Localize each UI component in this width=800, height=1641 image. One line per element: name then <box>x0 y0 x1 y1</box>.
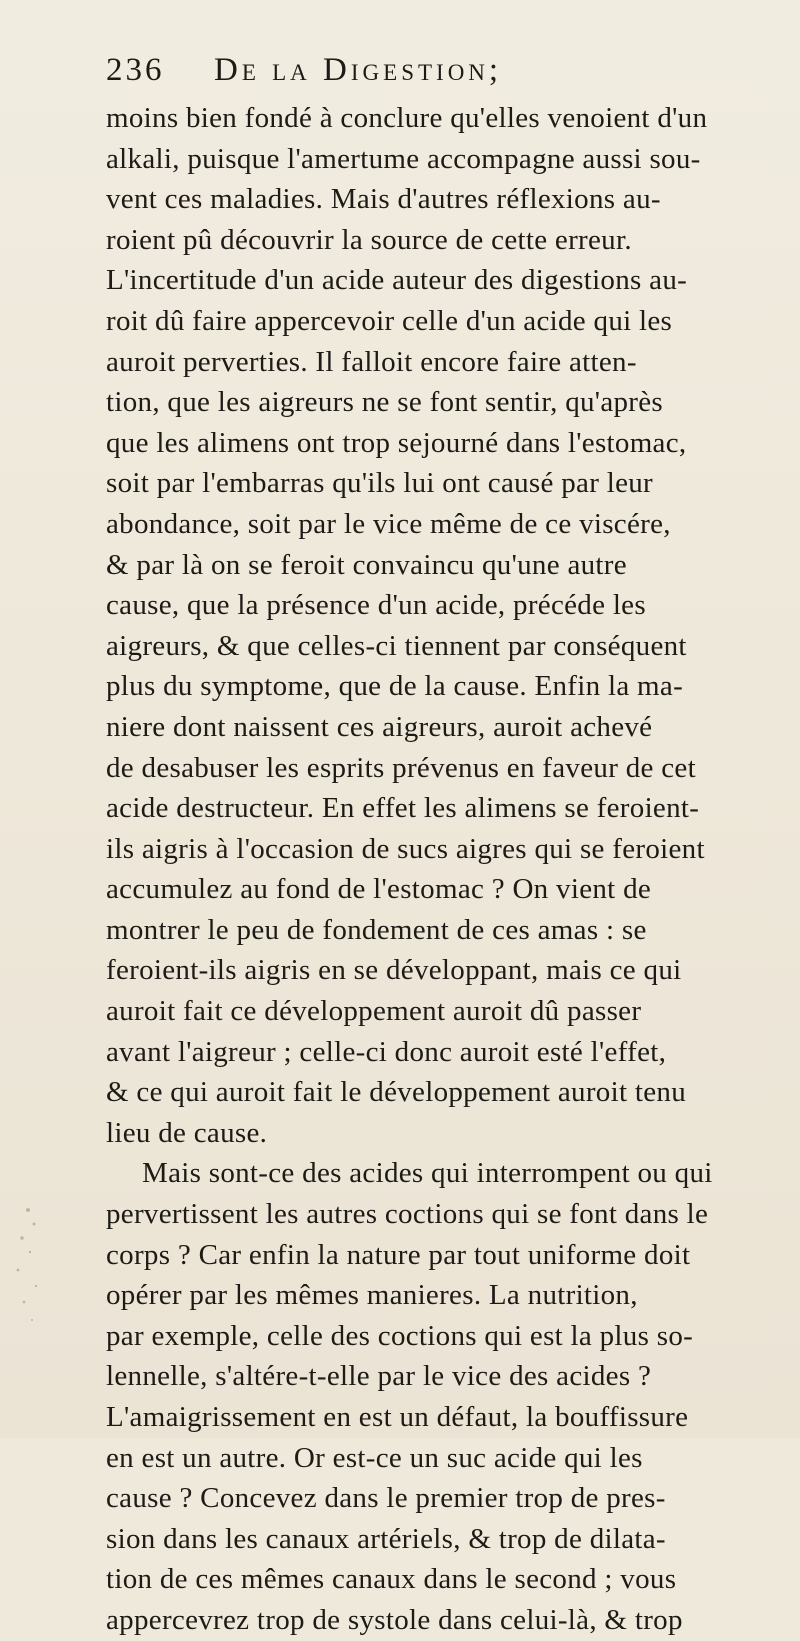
paper-stain <box>8 1190 48 1340</box>
text-line: cause ? Concevez dans le premier trop de pres- <box>106 1482 666 1515</box>
text-line: auroit fait ce développement auroit dû passer <box>106 995 642 1028</box>
text-line: roit dû faire appercevoir celle d'un acide qui les <box>106 304 673 337</box>
text-line: opérer par les mêmes manieres. La nutrition, <box>106 1279 638 1312</box>
page-number: 236 <box>106 52 165 88</box>
text-line: avant l'aigreur ; celle-ci donc auroit esté l'effet, <box>106 1035 667 1068</box>
text-line: cause, que la présence d'un acide, précéde les <box>106 589 646 622</box>
text-line: roient pû découvrir la source de cette erreur. <box>106 223 632 256</box>
text-line: alkali, puisque l'amertume accompagne aussi sou- <box>106 142 701 175</box>
text-line: pervertissent les autres coctions qui se font dans le <box>106 1198 709 1231</box>
text-line: par exemple, celle des coctions qui est la plus so- <box>106 1319 694 1352</box>
text-line: lennelle, s'altére-t-elle par le vice des acides ? <box>106 1360 652 1393</box>
text-line: que les alimens ont trop sejourné dans l'estomac, <box>106 426 687 459</box>
text-line: lieu de cause. <box>106 1116 268 1149</box>
text-line: abondance, soit par le vice même de ce viscére, <box>106 507 671 540</box>
text-line: plus du symptome, que de la cause. Enfin la ma- <box>106 670 684 703</box>
text-line: L'incertitude d'un acide auteur des digestions au- <box>106 264 688 297</box>
running-head: De la Digestion; <box>214 52 503 88</box>
text-line: aigreurs, & que celles-ci tiennent par conséquent <box>106 629 687 662</box>
text-line: montrer le peu de fondement de ces amas : se <box>106 913 647 946</box>
text-line: feroient-ils aigris en se développant, mais ce qui <box>106 954 682 987</box>
text-line: L'amaigrissement en est un défaut, la bouffissure <box>106 1401 689 1433</box>
text-line: de desabuser les esprits prévenus en faveur de cet <box>106 751 696 784</box>
text-line: appercevrez trop de systole dans celui-là, & trop <box>106 1603 683 1636</box>
text-line: corps ? Car enfin la nature par tout uniforme doit <box>106 1238 691 1271</box>
body-text <box>106 98 796 1641</box>
page-header <box>106 52 726 98</box>
text-line: accumulez au fond de l'estomac ? On vient de <box>106 873 652 906</box>
paragraph-start-line: Mais sont-ce des acides qui interrompent ou qui <box>142 1157 713 1190</box>
text-line: sion dans les canaux artériels, & trop de dilata- <box>106 1522 666 1555</box>
text-line: vent ces maladies. Mais d'autres réflexions au- <box>106 183 661 216</box>
text-line: & ce qui auroit fait le développement auroit tenu <box>106 1076 687 1109</box>
text-line: en est un autre. Or est-ce un suc acide qui les <box>106 1441 643 1474</box>
text-line: acide destructeur. En effet les alimens se feroient- <box>106 792 700 825</box>
text-line: soit par l'embarras qu'ils lui ont causé par leur <box>106 467 653 500</box>
text-line: auroit perverties. Il falloit encore faire atten- <box>106 345 637 378</box>
text-line: tion, que les aigreurs ne se font sentir, qu'après <box>106 386 664 419</box>
text-line: & par là on se feroit convaincu qu'une autre <box>106 548 627 581</box>
text-line: moins bien fondé à conclure qu'elles venoient d'un <box>106 102 708 134</box>
text-line: tion de ces mêmes canaux dans le second ; vous <box>106 1563 677 1596</box>
text-line: niere dont naissent ces aigreurs, auroit achevé <box>106 710 653 743</box>
text-line: ils aigris à l'occasion de sucs aigres qui se feroient <box>106 832 705 865</box>
